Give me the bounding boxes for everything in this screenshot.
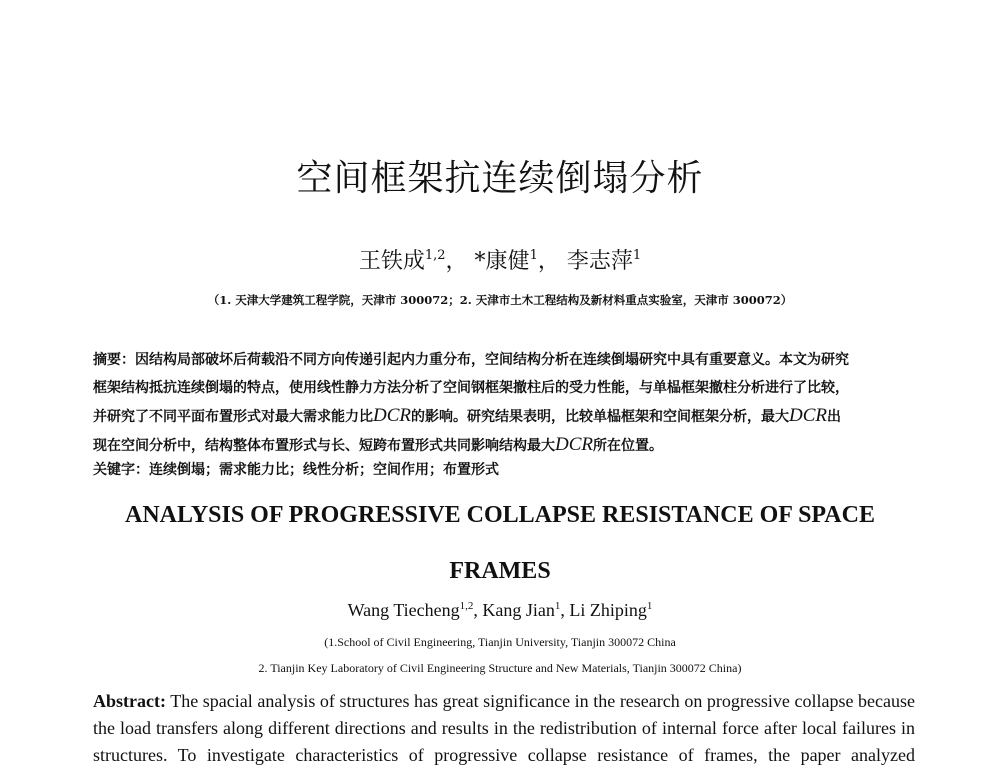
abstract-label: Abstract: xyxy=(93,691,166,711)
abstract-line xyxy=(93,402,915,431)
author-name: 王铁成 xyxy=(358,249,425,274)
english-authors xyxy=(0,600,1000,621)
author-affiliation-mark: 1 xyxy=(554,600,561,612)
author-affiliation-mark: 1,2 xyxy=(459,600,474,612)
author-separator: , xyxy=(560,600,570,620)
english-affiliation-2: 2. Tianjin Key Laboratory of Civil Engineering Structure and New Materials, Tianjin 300072 China) xyxy=(258,661,742,675)
author-name: 李志萍 xyxy=(566,249,633,274)
chinese-keywords: 关键字：连续倒塌；需求能力比；线性分析；空间作用；布置形式 xyxy=(93,462,499,478)
abstract-text: 的影响。研究结果表明，比较单榀框架和空间框架分析，最大 xyxy=(411,409,789,425)
author-name: Li Zhiping xyxy=(569,600,647,620)
chinese-title: 空间框架抗连续倒塌分析 xyxy=(296,158,704,199)
chinese-affiliation: （1. 天津大学建筑工程学院，天津市 300072；2. 天津市土木工程结构及新材料重点实验室，天津市 300072） xyxy=(207,293,793,307)
author-name: Kang Jian xyxy=(482,600,555,620)
dcr-term: DCR xyxy=(555,434,593,455)
abstract-line: 摘要：因结构局部破坏后荷载沿不同方向传递引起内力重分布，空间结构分析在连续倒塌研究中具有重要意义。本文为研究 xyxy=(93,352,849,368)
author-affiliation-mark: 1 xyxy=(529,248,538,263)
abstract-text: 现在空间分析中，结构整体布置形式与长、短跨布置形式共同影响结构最大 xyxy=(93,438,555,454)
english-title-line-1: ANALYSIS OF PROGRESSIVE COLLAPSE RESISTANCE OF SPACE xyxy=(125,502,875,528)
author-affiliation-mark: 1,2 xyxy=(424,248,446,263)
author-separator: , xyxy=(473,600,483,620)
english-affiliation-1: (1.School of Civil Engineering, Tianjin University, Tianjin 300072 China xyxy=(324,635,676,649)
abstract-line xyxy=(93,688,915,715)
abstract-text: 出 xyxy=(827,409,841,425)
author-name: *康健 xyxy=(474,249,530,274)
english-title-line-2: FRAMES xyxy=(449,558,551,584)
abstract-line: the load transfers along different directions and results in the redistribution of internal force after local failures in xyxy=(93,718,915,738)
chinese-authors xyxy=(0,244,1000,275)
abstract-text: 所在位置。 xyxy=(593,438,663,454)
chinese-abstract xyxy=(93,346,915,460)
author-affiliation-mark: 1 xyxy=(632,248,642,263)
author-name: Wang Tiecheng xyxy=(347,600,460,620)
english-abstract xyxy=(93,688,915,769)
author-affiliation-mark: 1 xyxy=(646,600,653,612)
author-separator: ， xyxy=(537,249,560,274)
dcr-term: DCR xyxy=(789,405,827,426)
dcr-term: DCR xyxy=(373,405,411,426)
abstract-line: structures. To investigate characteristics of progressive collapse resistance of frames, the paper analyzed xyxy=(93,745,915,765)
author-separator: ， xyxy=(445,249,468,274)
abstract-text: 并研究了不同平面布置形式对最大需求能力比 xyxy=(93,409,373,425)
abstract-line xyxy=(93,431,915,460)
abstract-line: 框架结构抵抗连续倒塌的特点，使用线性静力方法分析了空间钢框架撤柱后的受力性能，与单榀框架撤柱分析进行了比较， xyxy=(93,380,849,396)
abstract-text: The spacial analysis of structures has great significance in the research on progressive collapse because xyxy=(170,691,915,711)
